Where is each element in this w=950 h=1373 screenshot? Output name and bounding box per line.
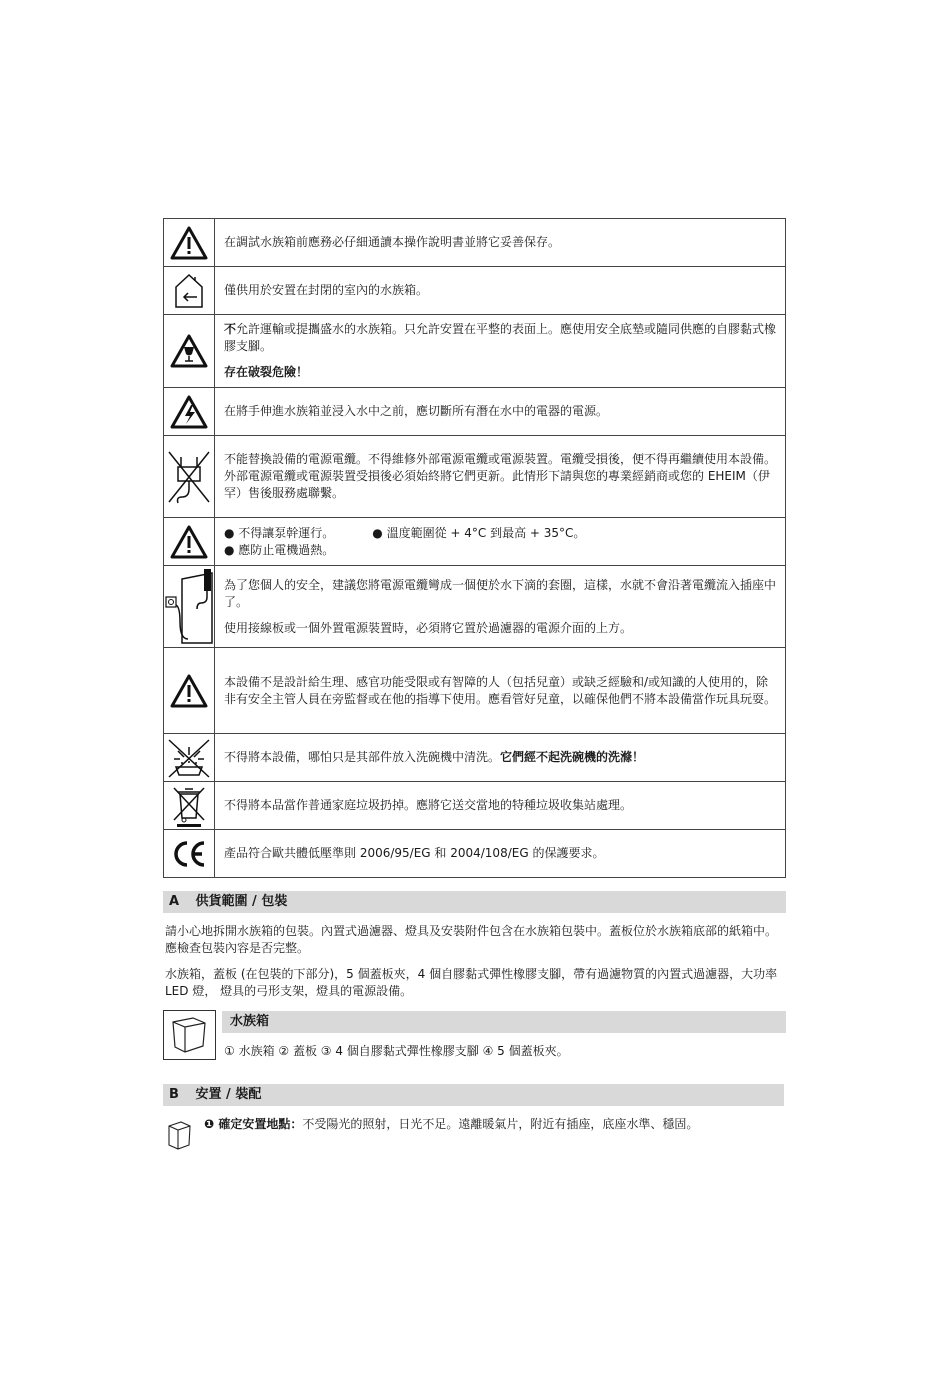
warning-text (215, 518, 786, 566)
breakage-danger-label: 存在破裂危險！ (224, 365, 309, 379)
placement-step-text: 不受陽光的照射，日光不足。遠離暖氣片，附近有插座，底座水準、穩固。 (302, 1117, 699, 1131)
warning-text: 僅供用於安置在封閉的室內的水族箱。 (215, 267, 786, 315)
fragile-glass-warning-icon (169, 333, 209, 369)
section-b-title: 安置 / 裝配 (195, 1087, 262, 1102)
aquarium-box-icon (163, 1010, 216, 1063)
warning-row (164, 388, 786, 436)
section-a-title: 供貨範圍 / 包裝 (195, 894, 288, 909)
placement-step (204, 1116, 784, 1133)
warning-row (164, 830, 786, 878)
scope-of-delivery-paragraph: 水族箱，蓋板 (在包裝的下部分)，5 個蓋板夾，4 個自膠黏式彈性橡膠支腳，帶有過濾物質的內置式過濾器，大功率 LED 燈， 燈具的弓形支架，燈具的電源設備。 (165, 967, 778, 998)
crossed-bin-icon (169, 784, 209, 828)
warning-text: 本設備不是設計給生理、感官功能受限或有智障的人（包括兒童）或缺乏經驗和/或知識的人使用的，除非有安全主管人員在旁監督或在他的指導下使用。應看管好兒童，以確保他們不將本設備當作玩具玩耍。 (215, 648, 786, 734)
warning-icon-cell (164, 388, 215, 436)
warning-text (215, 734, 786, 782)
dishwasher-text: 不得將本設備，哪怕只是其部件放入洗碗機中清洗。 (224, 750, 501, 764)
bullet-dry-run: ● 不得讓泵幹運行。 (224, 525, 335, 540)
section-a-letter: A (169, 894, 180, 909)
warning-row (164, 267, 786, 315)
section-a-header (163, 891, 786, 913)
warning-text: 在將手伸進水族箱並浸入水中之前，應切斷所有潛在水中的電器的電源。 (215, 388, 786, 436)
warning-row (164, 566, 786, 648)
drip-loop-text: 為了您個人的安全，建議您將電源電纜彎成一個便於水下滴的套圈，這樣，水就不會沿著電纜流入插座中了。 (224, 577, 777, 609)
warning-text (215, 315, 786, 388)
aquarium-contents-list: ① 水族箱 ② 蓋板 ③ 4 個自膠黏式彈性橡膠支腳 ④ 5 個蓋板夾。 (224, 1044, 569, 1058)
dishwasher-text-bold: 它們經不起洗碗機的洗滌！ (500, 750, 645, 764)
safety-warnings-table (163, 218, 786, 878)
drip-loop-icon (164, 567, 214, 647)
warning-text-body: 允許運輸或提攜盛水的水族箱。只允許安置在平整的表面上。應使用安全底墊或隨同供應的自膠黏式橡膠支腳。 (224, 322, 777, 353)
warning-text (215, 566, 786, 648)
ce-mark-icon (171, 839, 207, 869)
section-b-letter: B (169, 1087, 179, 1102)
warning-triangle-icon (169, 673, 209, 709)
warning-row (164, 436, 786, 518)
warning-text: 產品符合歐共體低壓準則 2006/95/EG 和 2004/108/EG 的保護要求。 (215, 830, 786, 878)
power-strip-text: 使用接線板或一個外置電源裝置時，必須將它置於過濾器的電源介面的上方。 (224, 620, 633, 635)
warning-triangle-icon (169, 524, 209, 560)
no-cable-replacement-icon (166, 449, 212, 505)
warning-row (164, 648, 786, 734)
section-b-header (163, 1084, 784, 1106)
aquarium-subheader: 水族箱 (222, 1011, 786, 1033)
warning-row (164, 734, 786, 782)
warning-row (164, 315, 786, 388)
indoor-house-icon (173, 272, 205, 310)
warning-icon-cell (164, 219, 215, 267)
warning-text-bold: 不 (224, 322, 237, 336)
unpacking-paragraph: 請小心地拆開水族箱的包裝。內置式過濾器、燈具及安裝附件包含在水族箱包裝中。蓋板位於水族箱底部的紙箱中。應檢查包裝內容是否完整。 (165, 924, 778, 955)
warning-row (164, 782, 786, 830)
warning-text: 不能替換設備的電源電纜。不得維修外部電源電纜或電源裝置。電纜受損後，便不得再繼續使用本設備。外部電源電纜或電源裝置受損後必須始終將它們更新。此情形下請與您的專業經銷商或您的 EHEIM（伊罕）售後服務處聯繫。 (215, 436, 786, 518)
warning-icon-cell (164, 315, 215, 388)
bullet-overheat: ● 應防止電機過熱。 (224, 542, 335, 557)
warning-icon-cell (164, 648, 215, 734)
electric-shock-warning-icon (169, 394, 209, 430)
warning-icon-cell (164, 782, 215, 830)
warning-icon-cell (164, 436, 215, 518)
warning-text: 不得將本品當作普通家庭垃圾扔掉。應將它送交當地的特種垃圾收集站處理。 (215, 782, 786, 830)
warning-icon-cell (164, 267, 215, 315)
warning-row (164, 219, 786, 267)
bullet-temperature: ● 溫度範圍從 + 4°C 到最高 + 35°C。 (372, 525, 586, 540)
small-box-icon (166, 1118, 192, 1153)
warning-icon-cell (164, 734, 215, 782)
warning-icon-cell (164, 518, 215, 566)
warning-triangle-icon (169, 225, 209, 261)
warning-text: 在調試水族箱前應務必仔細通讀本操作說明書並將它妥善保存。 (215, 219, 786, 267)
warning-icon-cell (164, 830, 215, 878)
no-dishwasher-icon (166, 737, 212, 779)
warning-row (164, 518, 786, 566)
placement-step-label: ❶ 確定安置地點： (204, 1117, 303, 1131)
warning-icon-cell (164, 566, 215, 648)
